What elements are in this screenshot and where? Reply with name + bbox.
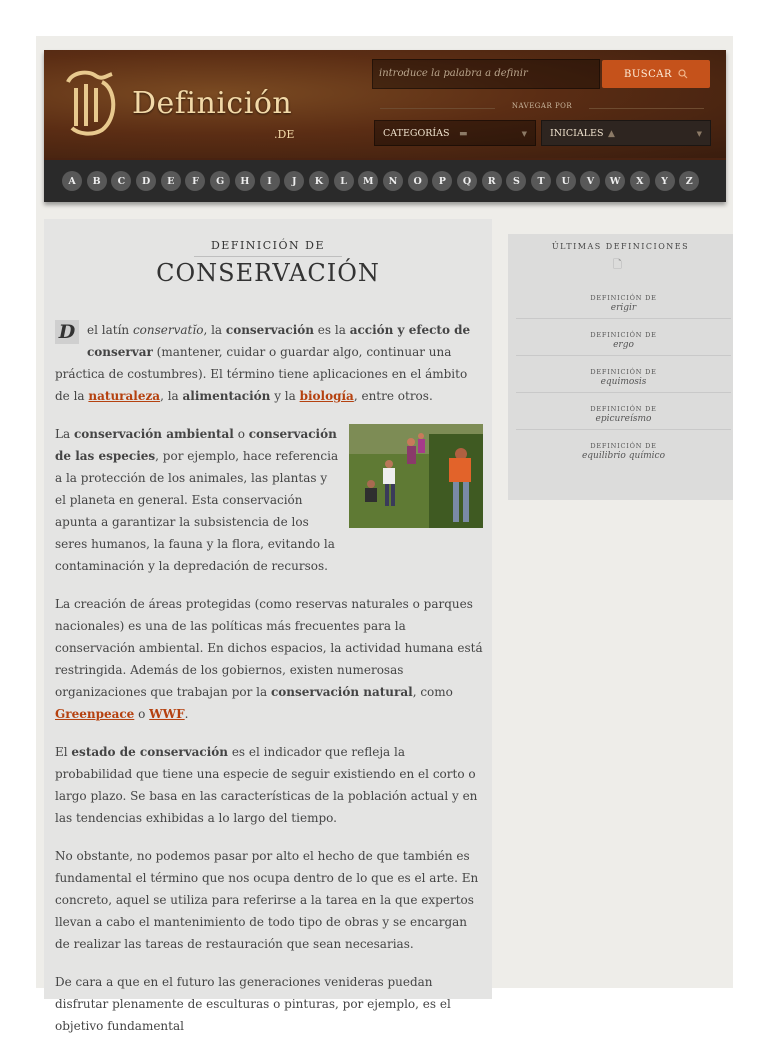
letter-u-button[interactable]: U: [556, 171, 576, 191]
letter-r-button[interactable]: R: [482, 171, 502, 191]
text: , por ejemplo, hace referencia a la protección de los animales, las plantas y el planeta en general. Esta conservación apunta a garantizar la subsistencia de los seres humanos, la fauna y la flora, evitando la contaminación y la depredación de recursos.: [55, 449, 339, 573]
paragraph: De cara a que en el futuro las generaciones venideras puedan disfrutar plenamente de esculturas o pinturas, por ejemplo, es el objetivo fundamental: [55, 975, 451, 1033]
dropcap: D: [55, 320, 79, 344]
sidebar-item-kicker: DEFINICIÓN DE: [590, 294, 657, 302]
sidebar-item-erigir[interactable]: [516, 282, 731, 319]
paragraph: [55, 741, 483, 829]
letter-v-button[interactable]: V: [580, 171, 600, 191]
letter-a-button[interactable]: A: [62, 171, 82, 191]
letter-j-button[interactable]: J: [284, 171, 304, 191]
article-body: [55, 319, 483, 1053]
link-biologia[interactable]: biología: [299, 389, 354, 403]
text: y la: [270, 389, 300, 403]
text: o: [134, 707, 150, 721]
text-bold: acción y efecto de conservar: [87, 323, 471, 359]
letter-t-button[interactable]: T: [531, 171, 551, 191]
text: , la: [160, 389, 183, 403]
letter-i-button[interactable]: I: [260, 171, 280, 191]
text: es el indicador que refleja la probabilidad que tiene una especie de seguir existiendo en el corto o largo plazo. Se basa en las características de la población actual y en las tendencias exhibidas a lo largo del tiempo.: [55, 745, 478, 825]
letter-o-button[interactable]: O: [408, 171, 428, 191]
initials-dropdown[interactable]: [541, 120, 711, 146]
logo-text: Definición: [132, 86, 293, 121]
logo-suffix: .DE: [274, 128, 295, 141]
letter-w-button[interactable]: W: [605, 171, 625, 191]
text: o: [233, 427, 249, 441]
sidebar-item-word: equimosis: [600, 377, 647, 387]
link-wwf[interactable]: WWF: [149, 707, 185, 721]
letter-h-button[interactable]: H: [235, 171, 255, 191]
sidebar-item-ergo[interactable]: [516, 319, 731, 356]
sidebar-item-kicker: DEFINICIÓN DE: [590, 405, 657, 413]
text-bold: conservación natural: [270, 685, 413, 699]
letter-f-button[interactable]: F: [185, 171, 205, 191]
document-icon: 🗋: [613, 258, 622, 271]
letter-q-button[interactable]: Q: [457, 171, 477, 191]
paragraph: [55, 423, 483, 577]
text: , entre otros.: [353, 389, 433, 403]
sidebar-item-kicker: DEFINICIÓN DE: [590, 368, 657, 376]
text-bold: estado de conservación: [71, 745, 228, 759]
letter-x-button[interactable]: X: [630, 171, 650, 191]
text: es la: [313, 323, 350, 337]
search-button-label: BUSCAR: [623, 68, 673, 80]
search-icon: [678, 69, 688, 79]
letter-z-button[interactable]: Z: [679, 171, 699, 191]
letter-l-button[interactable]: L: [334, 171, 354, 191]
letter-n-button[interactable]: N: [383, 171, 403, 191]
site-logo[interactable]: [62, 68, 322, 148]
paragraph: [55, 593, 483, 725]
text: La creación de áreas protegidas (como reservas naturales o parques nacionales) es una de las políticas más frecuentes para la conservación ambiental. En dichos espacios, la actividad humana está restringida. Además de los gobiernos, existen numerosas organizaciones que trabajan por la: [55, 597, 483, 699]
sidebar-title: ÚLTIMAS DEFINICIONES: [551, 242, 690, 251]
text-bold: alimentación: [182, 389, 271, 403]
letter-m-button[interactable]: M: [358, 171, 378, 191]
text: el latín: [87, 323, 133, 337]
text: La: [55, 427, 74, 441]
sidebar-item-kicker: DEFINICIÓN DE: [590, 331, 657, 339]
text: .: [184, 707, 189, 721]
page: [36, 36, 733, 1033]
letter-p-button[interactable]: P: [432, 171, 452, 191]
sidebar-item-word: equilibrio químico: [581, 451, 666, 461]
chevron-down-icon: ▼: [521, 130, 527, 138]
text-bold: conservación ambiental: [73, 427, 234, 441]
text-bold: conservación: [225, 323, 314, 337]
paragraph: [55, 319, 483, 407]
sidebar-item-equilibrio-quimico[interactable]: [516, 430, 731, 467]
sidebar-item-word: ergo: [613, 340, 634, 350]
letter-s-button[interactable]: S: [506, 171, 526, 191]
letter-d-button[interactable]: D: [136, 171, 156, 191]
text-bold: conservación de las especies: [55, 427, 337, 463]
sidebar-item-kicker: DEFINICIÓN DE: [590, 442, 657, 450]
nav-label: NAVEGAR POR: [372, 102, 712, 114]
folder-icon: ▬: [459, 129, 468, 139]
logo-mark-icon: [62, 68, 120, 140]
categories-label: CATEGORÍAS: [383, 128, 450, 139]
letter-c-button[interactable]: C: [111, 171, 131, 191]
link-greenpeace[interactable]: Greenpeace: [55, 707, 135, 721]
header-banner: [44, 50, 726, 158]
search-button[interactable]: [602, 60, 710, 88]
sidebar-item-equimosis[interactable]: [516, 356, 731, 393]
letter-k-button[interactable]: K: [309, 171, 329, 191]
letter-y-button[interactable]: Y: [655, 171, 675, 191]
search-input[interactable]: introduce la palabra a definir: [372, 59, 600, 89]
letter-e-button[interactable]: E: [161, 171, 181, 191]
letter-g-button[interactable]: G: [210, 171, 230, 191]
sidebar-item-epicureismo[interactable]: [516, 393, 731, 430]
link-naturaleza[interactable]: naturaleza: [88, 389, 161, 403]
paragraph: No obstante, no podemos pasar por alto el hecho de que también es fundamental el término que nos ocupa dentro de lo que es el arte. En concreto, aquel se utiliza para referirse a la tarea en la que expertos llevan a cabo el mantenimiento de todo tipo de obras y se encargan de realizar las tareas de restauración que sean necesarias.: [55, 849, 479, 951]
sidebar-item-word: erigir: [610, 303, 637, 313]
initials-label: INICIALES: [550, 128, 604, 139]
photo-illustration: [349, 424, 483, 528]
site-header: [44, 50, 726, 202]
text: , la: [203, 323, 226, 337]
alphabet-nav: [44, 160, 726, 202]
hikers-photo[interactable]: [349, 424, 483, 528]
article: [44, 219, 492, 1033]
letter-b-button[interactable]: B: [87, 171, 107, 191]
divider: [194, 256, 342, 257]
article-kicker: DEFINICIÓN DE: [210, 239, 326, 252]
categories-dropdown[interactable]: [374, 120, 536, 146]
letter-a-icon: ▲: [608, 129, 615, 139]
page-title: CONSERVACIÓN: [156, 259, 380, 287]
text-italic: conservatĭo: [132, 323, 204, 337]
chevron-down-icon: ▼: [696, 130, 702, 138]
text: El: [55, 745, 72, 759]
text: (mantener, cuidar o guardar algo, continuar una práctica de costumbres). El término tiene aplicaciones en el ámbito de la: [55, 345, 468, 403]
text: , como: [412, 685, 453, 699]
sidebar-item-word: epicureísmo: [595, 414, 652, 424]
latest-definitions-sidebar: [508, 234, 733, 500]
